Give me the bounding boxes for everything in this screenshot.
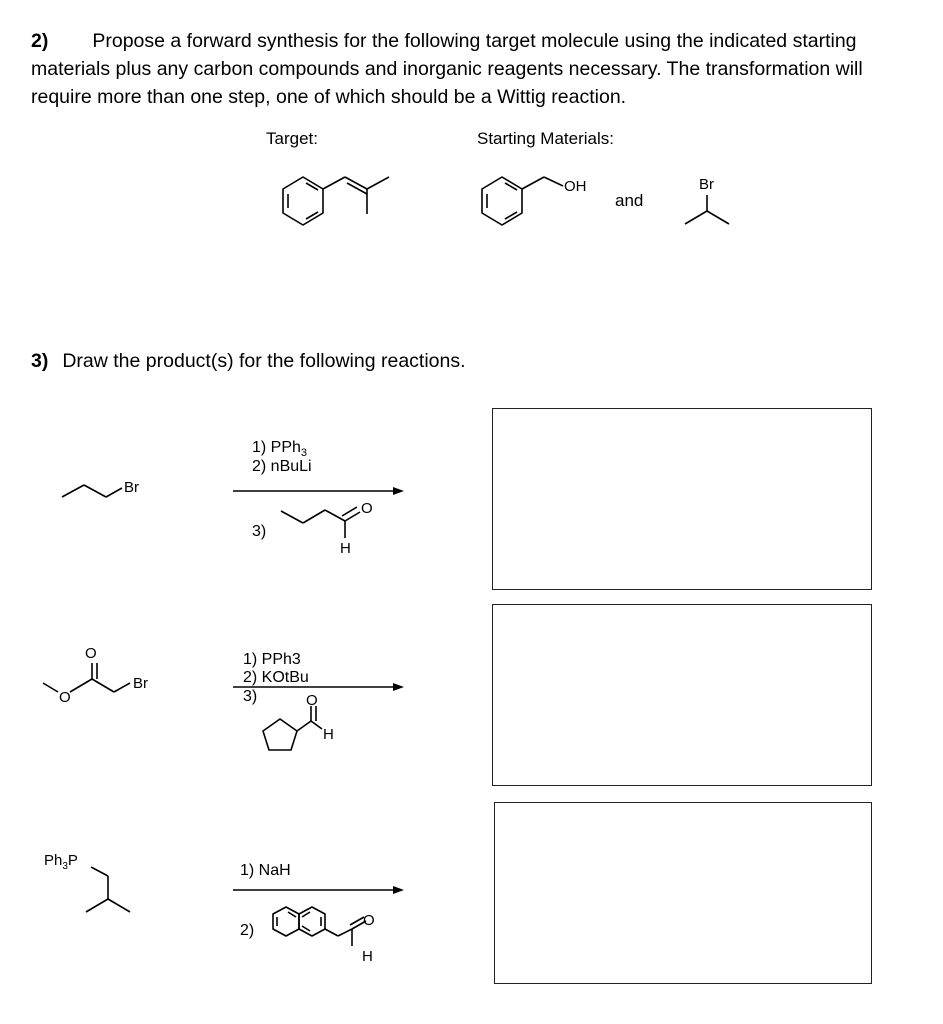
question-2-number: 2) <box>31 30 49 52</box>
question-3-text: Draw the product(s) for the following reactions. <box>62 350 466 372</box>
reaction-3-step-2: 2) <box>240 922 255 939</box>
reaction-1-br-label: Br <box>124 479 139 496</box>
answer-box-3[interactable] <box>494 802 872 984</box>
reaction-3-step-1: 1) NaH <box>240 862 291 879</box>
reaction-1-step-2: 2) nBuLi <box>252 458 312 475</box>
question-2-text-1: Propose a forward synthesis for the following target molecule using the indicated starting <box>92 30 857 52</box>
question-2-line-2: materials plus any carbon compounds and inorganic reagents necessary. The transformation will <box>31 58 863 80</box>
reaction-1-o-label: O <box>361 500 373 517</box>
reaction-2-step-1: 1) PPh3 <box>243 651 301 668</box>
reaction-2-h-label: H <box>323 726 334 743</box>
reaction-2-carbonyl-o-label: O <box>85 645 97 662</box>
reaction-3-ph-text: Ph <box>44 852 63 869</box>
target-label: Target: <box>266 129 318 148</box>
reaction-2-step-3: 3) <box>243 688 258 705</box>
reaction-1-h-label: H <box>340 540 351 557</box>
reaction-2-step-2: 2) KOtBu <box>243 669 309 686</box>
reaction-2-ester-o-label: O <box>59 689 71 706</box>
and-label: and <box>615 191 644 210</box>
starting-materials-label: Starting Materials: <box>477 129 614 148</box>
question-2-line-3: require more than one step, one of which should be a Wittig reaction. <box>31 86 627 108</box>
reaction-1-step-1-text: 1) PPh <box>252 439 301 456</box>
reaction-3-ph-sub: 3 <box>62 861 68 872</box>
reaction-1-step-1-sub: 3 <box>300 447 308 460</box>
reaction-3-o-label: O <box>363 912 375 929</box>
reaction-3-h-label: H <box>362 948 373 965</box>
reaction-2-br-label: Br <box>133 675 148 692</box>
question-3-number: 3) <box>31 350 49 372</box>
reaction-3-p-text: P <box>67 852 78 869</box>
reaction-2-o-label: O <box>306 692 318 709</box>
reaction-1-step-3: 3) <box>252 523 267 540</box>
oh-label: OH <box>564 178 587 195</box>
isopropyl-br-label: Br <box>699 176 714 193</box>
